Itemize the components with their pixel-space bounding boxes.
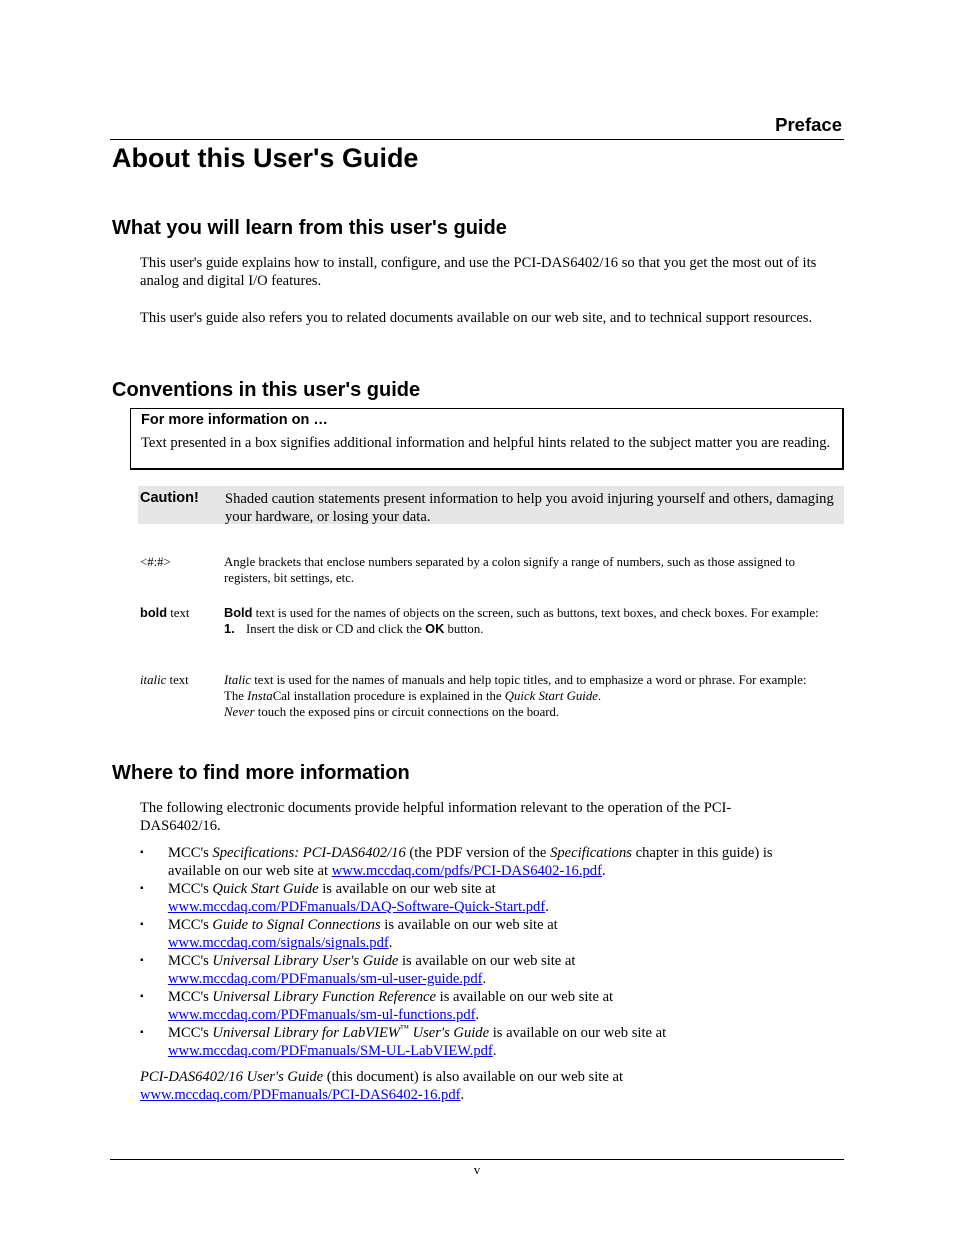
italic-desc-word: Italic (224, 673, 252, 687)
item-line-1 (168, 880, 840, 898)
item-line-1 (168, 916, 840, 934)
list-item (140, 880, 840, 916)
item-end: . (601, 863, 606, 879)
item-line-2 (168, 1042, 840, 1060)
link-ul-user-guide[interactable]: www.mccdaq.com/PDFmanuals/sm-ul-user-guide.pdf (168, 971, 483, 987)
section-label: Preface (775, 114, 842, 135)
closing-doc: PCI-DAS6402/16 User's Guide (140, 1069, 324, 1085)
item-pre: MCC's (168, 1025, 213, 1041)
item-doc: Universal Library Function Reference (212, 989, 436, 1005)
bullet-icon: ▪ (140, 919, 144, 930)
bold-term-rest: text (167, 606, 190, 620)
bold-desc-line (224, 605, 842, 621)
convention-desc-italic (224, 672, 842, 720)
convention-term-bold (140, 605, 189, 621)
ex2-never: Never (224, 705, 255, 719)
item-doc-b: User's Guide (408, 1025, 490, 1041)
info-box-body: Text presented in a box signifies additional information and helpful hints related to the subject matter you are reading. (141, 435, 831, 451)
italic-example-1 (224, 688, 842, 704)
item-line2-text: available on our web site at (168, 863, 332, 879)
item-mid: is available on our web site at (489, 1025, 667, 1041)
bold-desc-word: Bold (224, 605, 253, 620)
bullet-icon: ▪ (140, 1027, 144, 1038)
caution-label: Caution! (140, 490, 199, 506)
item-mid: is available on our web site at (318, 881, 496, 897)
step-number: 1. (224, 621, 235, 636)
item-pre: MCC's (168, 845, 213, 861)
closing-end: . (460, 1087, 465, 1103)
link-this-guide[interactable]: www.mccdaq.com/PDFmanuals/PCI-DAS6402-16.pdf (140, 1087, 461, 1103)
link-quick-start[interactable]: www.mccdaq.com/PDFmanuals/DAQ-Software-Quick-Start.pdf (168, 899, 546, 915)
bullet-icon: ▪ (140, 955, 144, 966)
italic-desc-rest: text is used for the names of manuals and help topic titles, and to emphasize a word or phrase. For example: (251, 673, 807, 687)
item-doc: Universal Library for LabVIEW (212, 1025, 401, 1041)
item-end: . (492, 1043, 497, 1059)
item-pre: MCC's (168, 989, 213, 1005)
item-doc: Guide to Signal Connections (212, 917, 381, 933)
intro-line-1: The following electronic documents provide helpful information relevant to the operation of the PCI- (140, 800, 732, 816)
list-item (140, 988, 840, 1024)
item-doc: Universal Library User's Guide (212, 953, 399, 969)
item-line-1 (168, 1024, 840, 1042)
ex1-pre: The (224, 689, 248, 703)
ex1-qsg: Quick Start Guide (504, 689, 598, 703)
italic-term-word: italic (140, 673, 167, 687)
item-doc: Quick Start Guide (212, 881, 319, 897)
item-mid: is available on our web site at (380, 917, 558, 933)
item-pre: MCC's (168, 917, 213, 933)
item-line-2 (168, 970, 840, 988)
bullet-icon: ▪ (140, 847, 144, 858)
trademark-symbol: ™ (400, 1023, 409, 1034)
item-pre: MCC's (168, 881, 213, 897)
item-mid: (the PDF version of the (405, 845, 551, 861)
document-list (140, 844, 840, 1060)
item-doc: Specifications: PCI-DAS6402/16 (212, 845, 406, 861)
ex1-end: . (597, 689, 602, 703)
page-title: About this User's Guide (112, 143, 419, 173)
page-number: v (473, 1162, 481, 1177)
link-ul-functions[interactable]: www.mccdaq.com/PDFmanuals/sm-ul-functions.pdf (168, 1007, 476, 1023)
item-line-1 (168, 844, 840, 862)
item-line-2 (168, 1006, 840, 1024)
item-doc-2: Specifications (550, 845, 632, 861)
list-item (140, 916, 840, 952)
closing-paragraph (140, 1068, 840, 1104)
convention-desc-bold (224, 605, 842, 637)
item-mid: is available on our web site at (398, 953, 576, 969)
link-ul-labview[interactable]: www.mccdaq.com/PDFmanuals/SM-UL-LabVIEW.pdf (168, 1043, 493, 1059)
convention-term-angle: <#:#> (140, 555, 171, 569)
italic-desc-line (224, 672, 842, 688)
learn-paragraph-1: This user's guide explains how to install, configure, and use the PCI-DAS6402/16 so that you get the most out of its analog and digital I/O features. (140, 255, 817, 289)
bold-example-step (224, 621, 842, 637)
caution-box (138, 486, 844, 524)
list-item (140, 844, 840, 880)
heading-learn: What you will learn from this user's guide (112, 217, 507, 239)
step-pre: Insert the disk or CD and click the (246, 622, 426, 636)
bullet-icon: ▪ (140, 883, 144, 894)
info-box-heading: For more information on … (141, 412, 328, 428)
item-line-1 (168, 952, 840, 970)
closing-line-1 (140, 1068, 840, 1086)
link-specifications[interactable]: www.mccdaq.com/pdfs/PCI-DAS6402-16.pdf (331, 863, 602, 879)
bold-desc-rest: text is used for the names of objects on the screen, such as buttons, text boxes, and check boxes. For example: (252, 606, 819, 620)
closing-mid: (this document) is also available on our web site at (323, 1069, 623, 1085)
convention-desc-angle: Angle brackets that enclose numbers separated by a colon signify a range of numbers, such as those assigned to registers, bit settings, etc. (224, 555, 796, 585)
item-line-2 (168, 898, 840, 916)
info-box (130, 408, 844, 470)
item-end: . (545, 899, 549, 915)
item-line-2 (168, 934, 840, 952)
item-mid-2: chapter in this guide) is (631, 845, 773, 861)
step-post: button. (444, 622, 484, 636)
learn-paragraph-2: This user's guide also refers you to related documents available on our web site, and to technical support resources. (140, 310, 813, 326)
italic-term-rest: text (166, 673, 189, 687)
item-end: . (388, 935, 393, 951)
ex1-insta: Insta (247, 689, 273, 703)
item-line-1 (168, 988, 840, 1006)
ex2-rest: touch the exposed pins or circuit connections on the board. (254, 705, 560, 719)
item-pre: MCC's (168, 953, 213, 969)
intro-line-2: DAS6402/16. (140, 818, 221, 834)
bold-term-word: bold (140, 605, 168, 620)
item-end: . (475, 1007, 480, 1023)
item-mid: is available on our web site at (436, 989, 614, 1005)
link-signal-connections[interactable]: www.mccdaq.com/signals/signals.pdf (168, 935, 389, 951)
convention-term-italic (140, 672, 189, 688)
heading-conventions: Conventions in this user's guide (112, 379, 421, 401)
bullet-icon: ▪ (140, 991, 144, 1002)
caution-body: Shaded caution statements present information to help you avoid injuring yourself and others, damaging your hardware, or losing your data. (225, 491, 834, 525)
item-line-2 (168, 862, 840, 880)
header-rule (110, 139, 844, 140)
italic-example-2 (224, 704, 842, 720)
more-info-intro (140, 799, 840, 835)
ok-word: OK (425, 621, 445, 636)
item-end: . (482, 971, 487, 987)
list-item (140, 952, 840, 988)
heading-more-info: Where to find more information (112, 762, 410, 784)
closing-line-2 (140, 1086, 840, 1104)
list-item (140, 1024, 840, 1060)
footer-rule (110, 1159, 844, 1160)
ex1-cal: Cal installation procedure is explained in the (272, 689, 505, 703)
